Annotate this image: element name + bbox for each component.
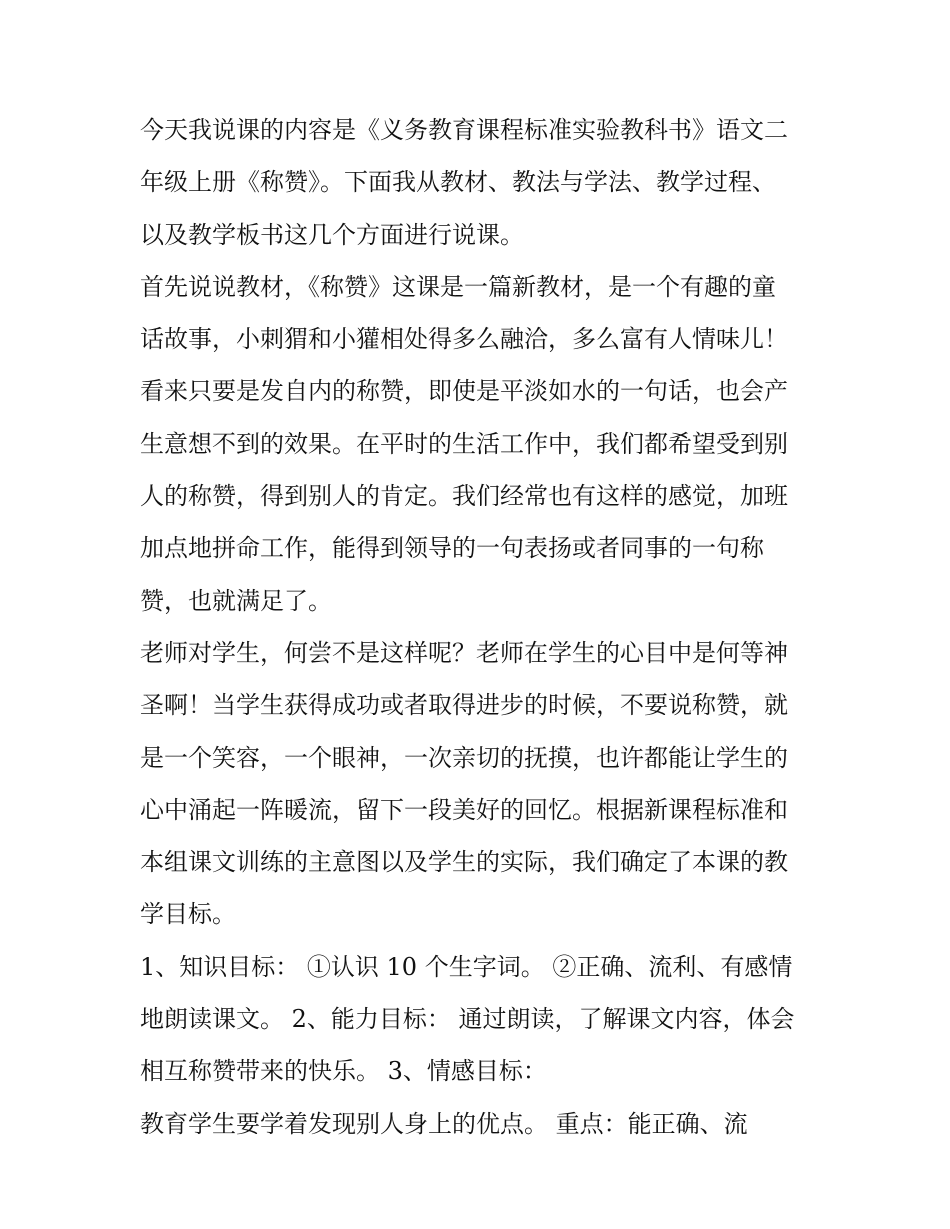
text-line: 1、知识目标： ①认识 10 个生字词。 ②正确、流利、有感情 xyxy=(140,952,793,981)
text-line: 加点地拼命工作，能得到领导的一句表扬或者同事的一句称 xyxy=(140,534,764,563)
text-line: 本组课文训练的主意图以及学生的实际，我们确定了本课的教 xyxy=(140,848,788,877)
text-line: 是一个笑容，一个眼神，一次亲切的抚摸，也许都能让学生的 xyxy=(140,743,788,772)
text-line: 学目标。 xyxy=(140,900,236,929)
text-line: 老师对学生，何尝不是这样呢？老师在学生的心目中是何等神 xyxy=(140,638,788,667)
text-line: 话故事，小刺猬和小獾相处得多么融洽，多么富有人情味儿！ xyxy=(140,325,788,354)
text-line: 人的称赞，得到别人的肯定。我们经常也有这样的感觉，加班 xyxy=(140,482,788,511)
text-line: 首先说说教材，《称赞》这课是一篇新教材，是一个有趣的童 xyxy=(140,272,776,301)
text-line: 赞，也就满足了。 xyxy=(140,586,332,615)
text-line: 相互称赞带来的快乐。 3、情感目标： xyxy=(140,1057,547,1086)
text-line: 年级上册《称赞》。下面我从教材、教法与学法、教学过程、 xyxy=(140,168,776,197)
text-line: 看来只要是发自内的称赞，即使是平淡如水的一句话，也会产 xyxy=(140,377,788,406)
text-line: 以及教学板书这几个方面进行说课。 xyxy=(140,220,524,249)
text-line: 生意想不到的效果。在平时的生活工作中，我们都希望受到别 xyxy=(140,429,788,458)
text-line: 今天我说课的内容是《义务教育课程标准实验教科书》语文二 xyxy=(140,116,788,144)
text-line: 圣啊！当学生获得成功或者取得进步的时候，不要说称赞，就 xyxy=(140,691,788,720)
text-line: 教育学生要学着发现别人身上的优点。 重点：能正确、流 xyxy=(140,1109,748,1138)
text-line: 地朗读课文。 2、能力目标： 通过朗读，了解课文内容，体会 xyxy=(140,1005,795,1034)
body-text xyxy=(140,104,820,1150)
text-line: 心中涌起一阵暖流，留下一段美好的回忆。根据新课程标准和 xyxy=(140,795,788,824)
